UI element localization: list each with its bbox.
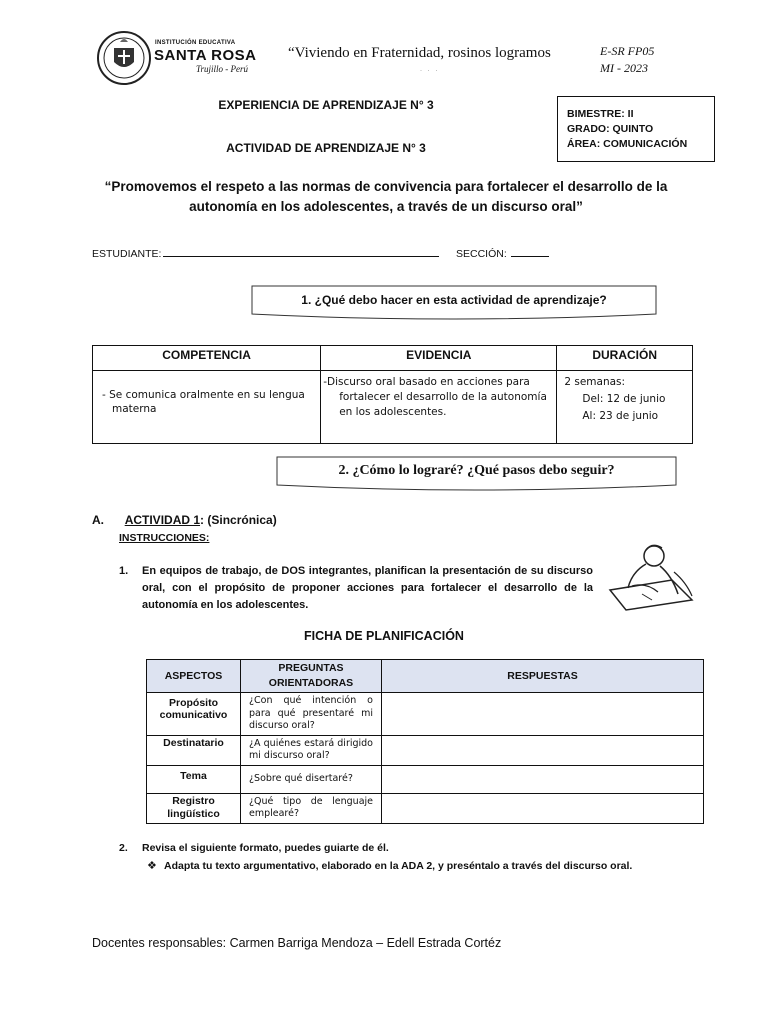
table-row — [147, 765, 704, 793]
question-cell: ¿Sobre qué disertaré? — [241, 765, 382, 793]
answer-cell[interactable] — [382, 793, 704, 823]
answer-cell[interactable] — [382, 693, 704, 736]
experience-title: EXPERIENCIA DE APRENDIZAJE N° 3 — [218, 98, 434, 112]
duracion-line-2: Del: 12 de junio — [582, 393, 666, 405]
item-1-number: 1. — [119, 565, 129, 577]
motto-cut: · · · — [420, 68, 440, 74]
diamond-bullet-icon: ❖ — [147, 860, 157, 872]
banner-how-to-achieve — [276, 455, 677, 495]
question-cell: ¿Con qué intención o para qué presentaré mi discurso oral? — [241, 693, 382, 736]
footer-teachers: Docentes responsables: Carmen Barriga Mendoza – Edell Estrada Cortéz — [92, 936, 502, 950]
aspect-cell: Tema — [147, 765, 241, 793]
activity-title: ACTIVIDAD DE APRENDIZAJE N° 3 — [226, 141, 426, 155]
banner-1-text: 1. ¿Qué debo hacer en esta actividad de aprendizaje? — [301, 293, 607, 307]
info-box — [557, 96, 715, 162]
header-preguntas: PREGUNTAS ORIENTADORAS — [241, 660, 382, 693]
motto: “Viviendo en Fraternidad, rosinos logramos — [288, 45, 551, 61]
student-label: ESTUDIANTE: — [92, 248, 162, 260]
duracion-line-3: Al: 23 de junio — [582, 410, 659, 422]
evidencia-line-1: -Discurso oral basado en acciones para — [323, 376, 530, 388]
header-competencia: COMPETENCIA — [93, 346, 321, 371]
institution-location: Trujillo - Perú — [196, 64, 249, 74]
answer-cell[interactable] — [382, 735, 704, 765]
aspect-cell: Destinatario — [147, 735, 241, 765]
competencia-line-1: - Se comunica oralmente en su lengua — [102, 389, 305, 401]
quote-line-2: autonomía en los adolescentes, a través de un discurso oral” — [189, 199, 583, 214]
item-1-text: En equipos de trabajo, de DOS integrantes, planifican la presentación de su discurso oral, con el propósito de proponer acciones para fortalecer el desarrollo de la autonomía en los adolescentes. — [142, 565, 593, 611]
table-row — [147, 735, 704, 765]
student-line[interactable] — [163, 246, 439, 257]
answer-cell[interactable] — [382, 765, 704, 793]
school-logo-icon — [96, 30, 152, 86]
evidencia-line-2: fortalecer el desarrollo de la autonomía — [339, 391, 547, 403]
activity-mode: : (Sincrónica) — [200, 513, 277, 527]
question-cell: ¿A quiénes estará dirigido mi discurso oral? — [241, 735, 382, 765]
activity-title-link: ACTIVIDAD 1 — [124, 513, 201, 527]
duracion-line-1: 2 semanas: — [564, 376, 626, 388]
bimestre: BIMESTRE: II — [567, 108, 634, 120]
evidencia-cell — [321, 371, 557, 444]
bullet-text: Adapta tu texto argumentativo, elaborado en la ADA 2, y preséntalo a través del discurso oral. — [164, 860, 633, 872]
table-row — [147, 793, 704, 823]
institution-name: SANTA ROSA — [154, 47, 257, 64]
doc-code: E-SR FP05 — [600, 44, 655, 58]
aspect-cell: Registro lingüístico — [147, 793, 241, 823]
area: ÁREA: COMUNICACIÓN — [567, 138, 688, 150]
item-2-text: Revisa el siguiente formato, puedes guiarte de él. — [142, 842, 389, 854]
grado: GRADO: QUINTO — [567, 123, 654, 135]
competencia-cell — [93, 371, 321, 444]
student-writing-drawing-icon — [602, 542, 697, 612]
instructions-label: INSTRUCCIONES: — [119, 532, 210, 544]
banner-what-to-do — [251, 284, 657, 324]
header-evidencia: EVIDENCIA — [321, 346, 557, 371]
banner-2-text: 2. ¿Cómo lo lograré? ¿Qué pasos debo seguir? — [338, 463, 615, 478]
competencia-line-2: materna — [112, 403, 157, 415]
activity-1-heading — [92, 513, 277, 527]
item-2-number: 2. — [119, 842, 128, 854]
section-field[interactable] — [456, 246, 549, 260]
student-field[interactable] — [92, 246, 439, 260]
activity-quote — [96, 177, 676, 217]
header-respuestas: RESPUESTAS — [382, 660, 704, 693]
section-line[interactable] — [511, 246, 549, 257]
planning-table — [146, 659, 704, 824]
table-row — [147, 693, 704, 736]
duracion-cell — [557, 371, 693, 444]
institution-label: INSTITUCIÓN EDUCATIVA — [155, 40, 236, 46]
header-duracion: DURACIÓN — [557, 346, 693, 371]
ficha-title: FICHA DE PLANIFICACIÓN — [304, 629, 464, 643]
competence-table — [92, 345, 693, 444]
doc-year: MI - 2023 — [600, 61, 648, 75]
evidencia-line-3: en los adolescentes. — [339, 406, 447, 418]
quote-line-1: “Promovemos el respeto a las normas de convivencia para fortalecer el desarrollo de la — [104, 179, 668, 194]
aspect-cell: Propósito comunicativo — [147, 693, 241, 736]
question-cell: ¿Qué tipo de lenguaje emplearé? — [241, 793, 382, 823]
section-label: SECCIÓN: — [456, 248, 507, 260]
activity-letter: A. — [92, 513, 104, 527]
header-aspectos: ASPECTOS — [147, 660, 241, 693]
